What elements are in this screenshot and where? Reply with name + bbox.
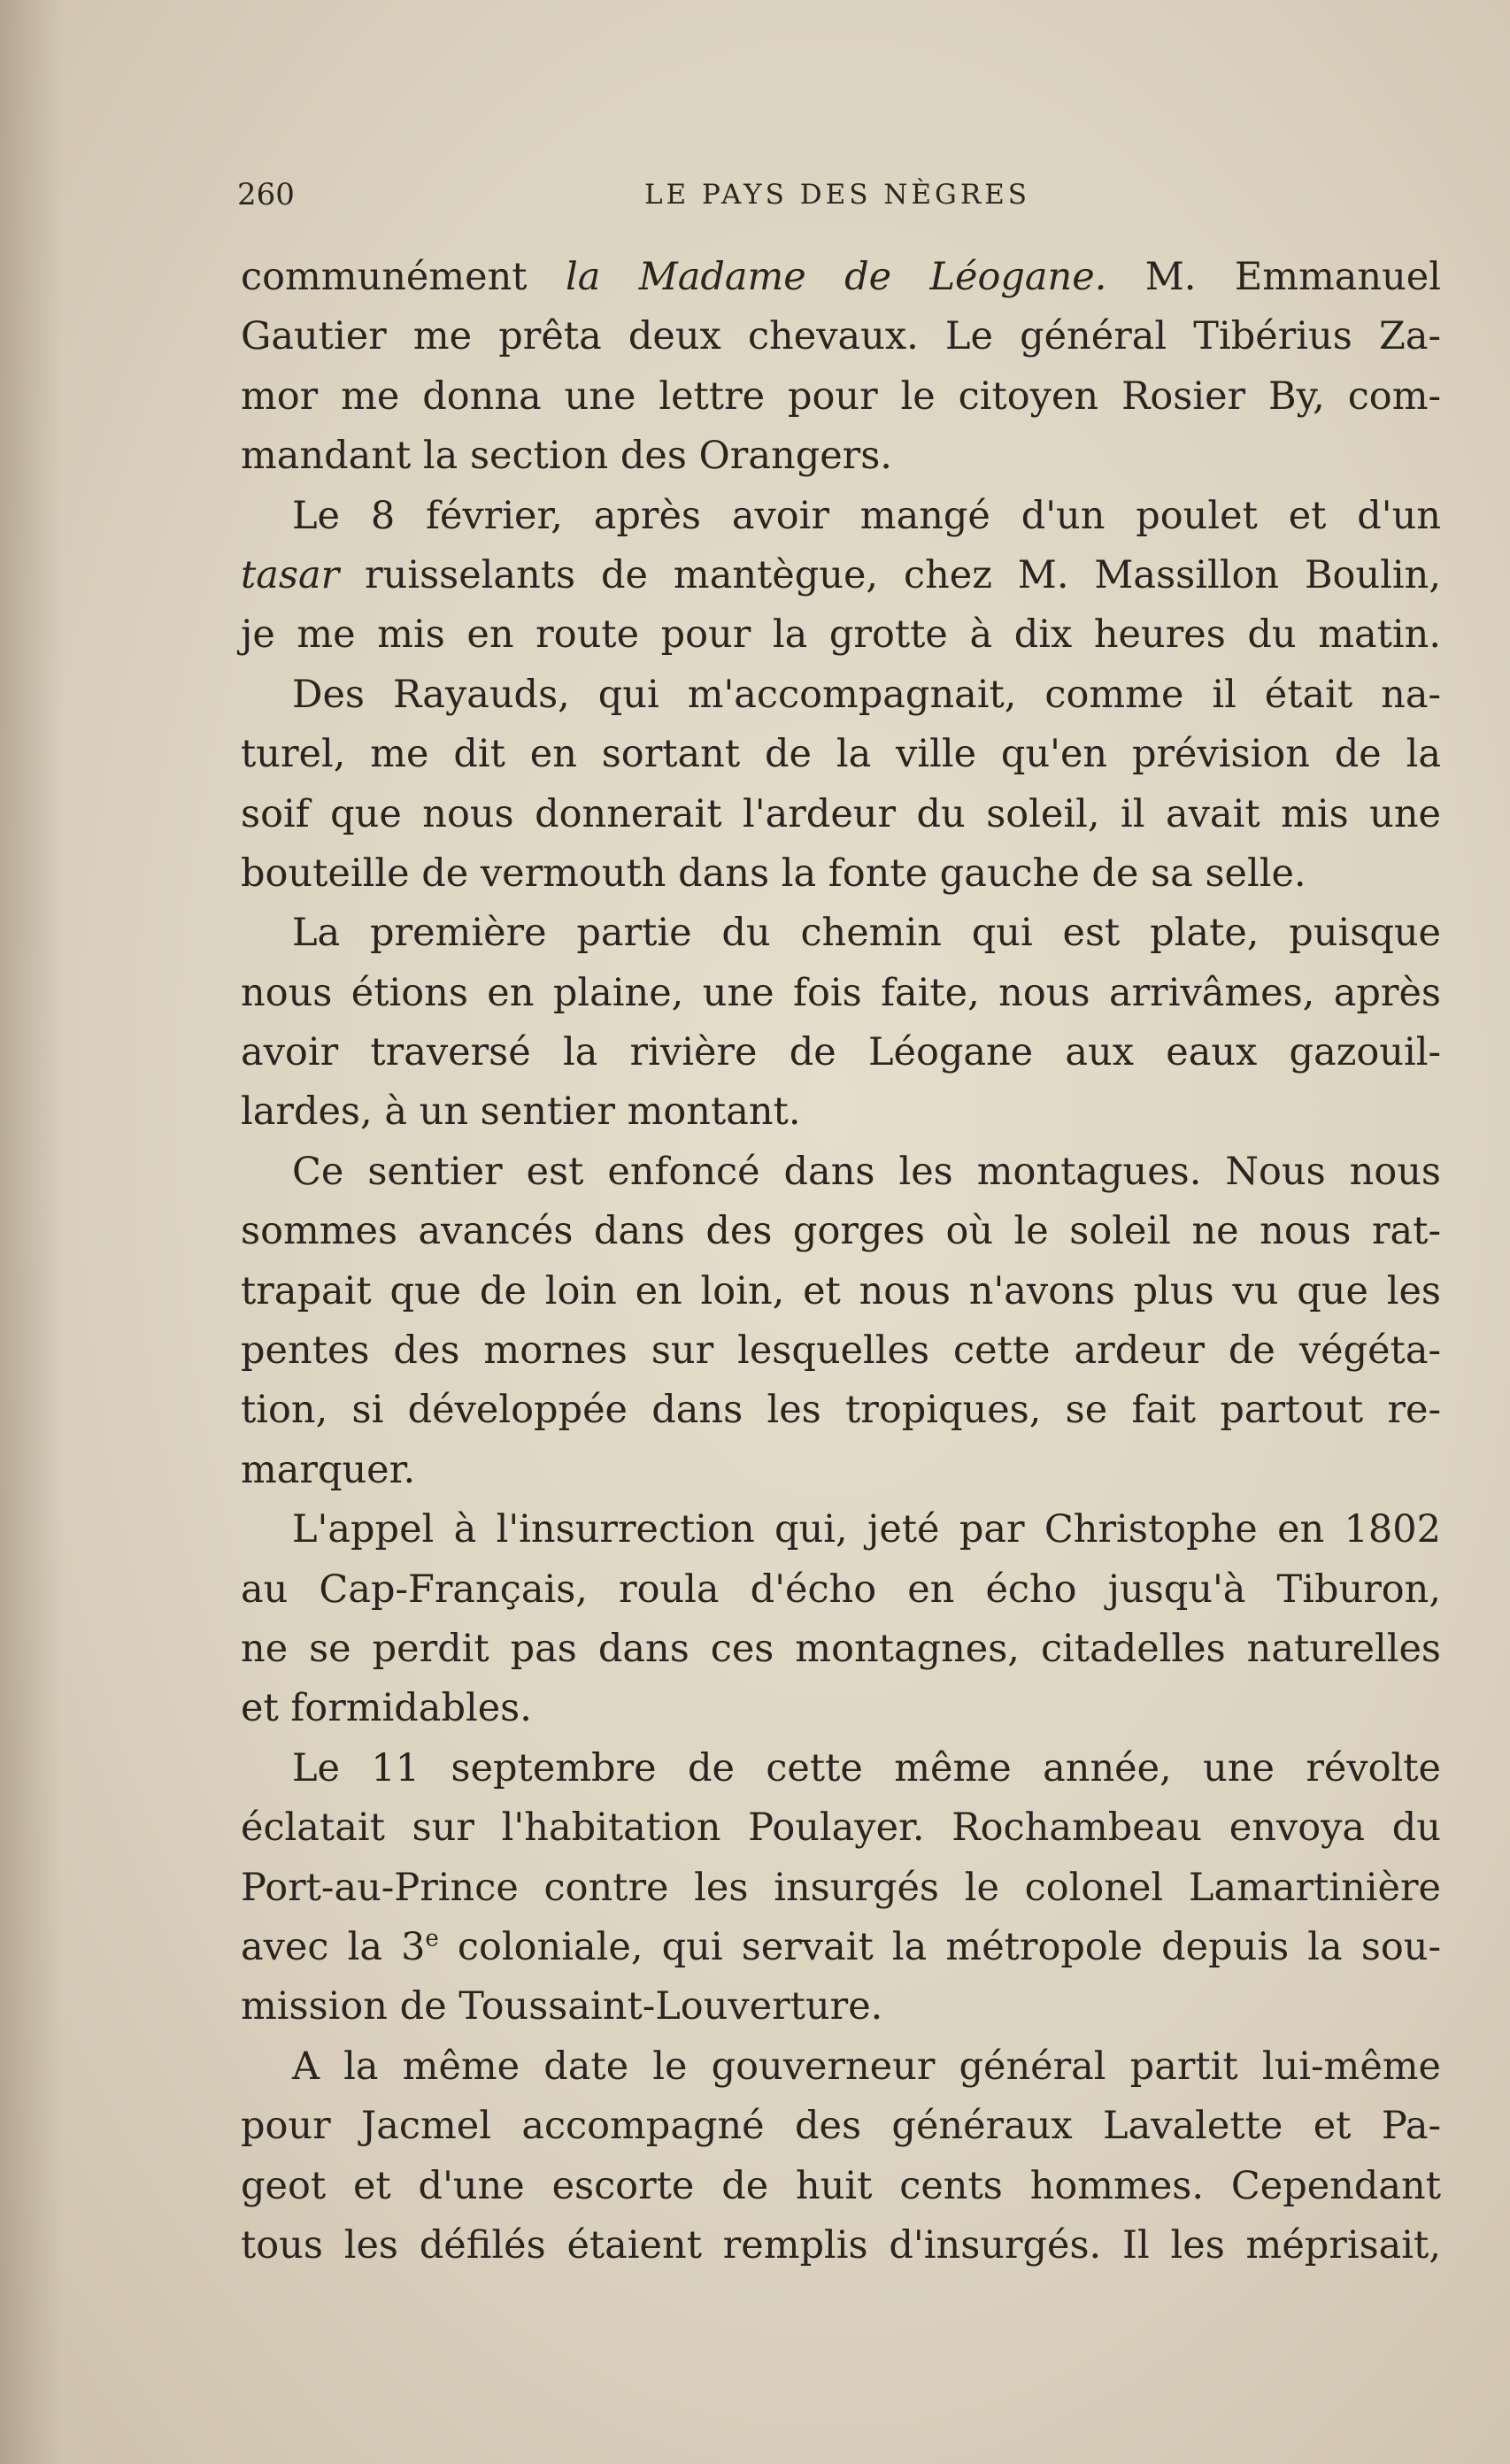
text-line	[241, 367, 1441, 427]
text-line	[241, 1560, 1441, 1620]
body-text	[241, 248, 1441, 2275]
text-segment: M. Emmanuel	[1106, 255, 1442, 299]
text-line	[241, 487, 1441, 546]
text-line	[241, 844, 1441, 904]
text-line	[241, 1918, 1441, 1977]
text-line	[241, 2037, 1441, 2097]
text-segment: coloniale, qui servait la métropole depuis la sou-	[438, 1924, 1441, 1969]
text-line	[241, 248, 1441, 307]
text-line	[241, 1620, 1441, 1679]
text-line	[241, 1739, 1441, 1798]
text-line	[241, 904, 1441, 963]
text-segment: ne se perdit pas dans ces montagnes, citadelles naturelles	[241, 1626, 1441, 1671]
text-segment: sommes avancés dans des gorges où le soleil ne nous rat-	[241, 1209, 1441, 1254]
text-segment: marquer.	[241, 1447, 416, 1492]
text-segment: A la même date le gouverneur général partit lui-même	[292, 2044, 1441, 2089]
text-segment: Ce sentier est enfoncé dans les montagues. Nous nous	[292, 1149, 1441, 1194]
text-line	[241, 1321, 1441, 1381]
text-segment: et formidables.	[241, 1686, 532, 1731]
text-segment: Le 11 septembre de cette même année, une révolte	[292, 1745, 1441, 1790]
text-line	[241, 1143, 1441, 1202]
text-line	[241, 1798, 1441, 1858]
text-line	[241, 307, 1441, 366]
text-line	[241, 725, 1441, 784]
text-segment: mission de Toussaint-Louverture.	[241, 1984, 883, 2029]
italic-text: la Madame de Léogane.	[565, 255, 1107, 299]
text-line	[241, 1202, 1441, 1261]
text-segment: éclatait sur l'habitation Poulayer. Rochambeau envoya du	[241, 1806, 1441, 1851]
text-segment: soif que nous donnerait l'ardeur du soleil, il avait mis une	[241, 791, 1441, 836]
running-title: LE PAYS DES NÈGRES	[643, 179, 1031, 211]
text-segment: avec la 3	[241, 1924, 426, 1969]
text-segment: Le 8 février, après avoir mangé d'un poulet et d'un	[292, 493, 1441, 538]
text-line	[241, 666, 1441, 725]
text-segment: La première partie du chemin qui est plate, puisque	[292, 911, 1441, 956]
text-segment: je me mis en route pour la grotte à dix heures du matin.	[241, 612, 1441, 658]
text-line	[241, 1262, 1441, 1321]
text-segment: mor me donna une lettre pour le citoyen Rosier By, com-	[241, 373, 1441, 419]
text-segment: tous les défilés étaient remplis d'insurgés. Il les méprisait,	[241, 2222, 1441, 2268]
text-line	[241, 2157, 1441, 2216]
superscript: e	[425, 1925, 439, 1952]
page-number: 260	[237, 177, 295, 212]
text-segment: mandant la section des Orangers.	[241, 434, 892, 479]
text-segment: Des Rayauds, qui m'accompagnait, comme il était na-	[292, 672, 1441, 717]
text-line	[241, 1441, 1441, 1500]
text-line	[241, 785, 1441, 844]
text-segment: L'appel à l'insurrection qui, jeté par Christophe en 1802	[292, 1507, 1441, 1552]
text-line	[241, 546, 1441, 605]
text-segment: pentes des mornes sur lesquelles cette ardeur de végéta-	[241, 1328, 1441, 1374]
text-line	[241, 2097, 1441, 2156]
text-line	[241, 1500, 1441, 1559]
text-line	[241, 427, 1441, 486]
text-line	[241, 1977, 1441, 2037]
page-edge-shadow	[0, 0, 62, 2464]
text-segment: trapait que de loin en loin, et nous n'avons plus vu que les	[241, 1268, 1441, 1313]
text-segment: Port-au-Prince contre les insurgés le colonel Lamartinière	[241, 1865, 1441, 1910]
text-segment: au Cap-Français, roula d'écho en écho jusqu'à Tiburon,	[241, 1567, 1441, 1612]
text-segment: tion, si développée dans les tropiques, se fait partout re-	[241, 1388, 1441, 1433]
text-line	[241, 605, 1441, 665]
text-line	[241, 964, 1441, 1023]
text-segment: ruisselants de mantègue, chez M. Massillon Boulin,	[339, 552, 1441, 597]
text-segment: turel, me dit en sortant de la ville qu'en prévision de la	[241, 732, 1441, 777]
text-line	[241, 1082, 1441, 1142]
text-line	[241, 2216, 1441, 2275]
text-segment: pour Jacmel accompagné des généraux Lavalette et Pa-	[241, 2104, 1441, 2149]
text-line	[241, 1381, 1441, 1440]
text-line	[241, 1859, 1441, 1918]
text-segment: avoir traversé la rivière de Léogane aux eaux gazouil-	[241, 1030, 1441, 1075]
italic-text: tasar	[241, 552, 340, 597]
text-segment: lardes, à un sentier montant.	[241, 1090, 801, 1135]
page-header	[237, 177, 1437, 221]
text-line	[241, 1679, 1441, 1738]
text-segment: bouteille de vermouth dans la fonte gauche de sa selle.	[241, 851, 1306, 896]
text-segment: nous étions en plaine, une fois faite, nous arrivâmes, après	[241, 970, 1441, 1015]
text-segment: Gautier me prêta deux chevaux. Le général Tibérius Za-	[241, 314, 1441, 359]
text-segment: geot et d'une escorte de huit cents hommes. Cependant	[241, 2163, 1441, 2208]
text-line	[241, 1023, 1441, 1082]
text-segment: communément	[241, 255, 566, 299]
